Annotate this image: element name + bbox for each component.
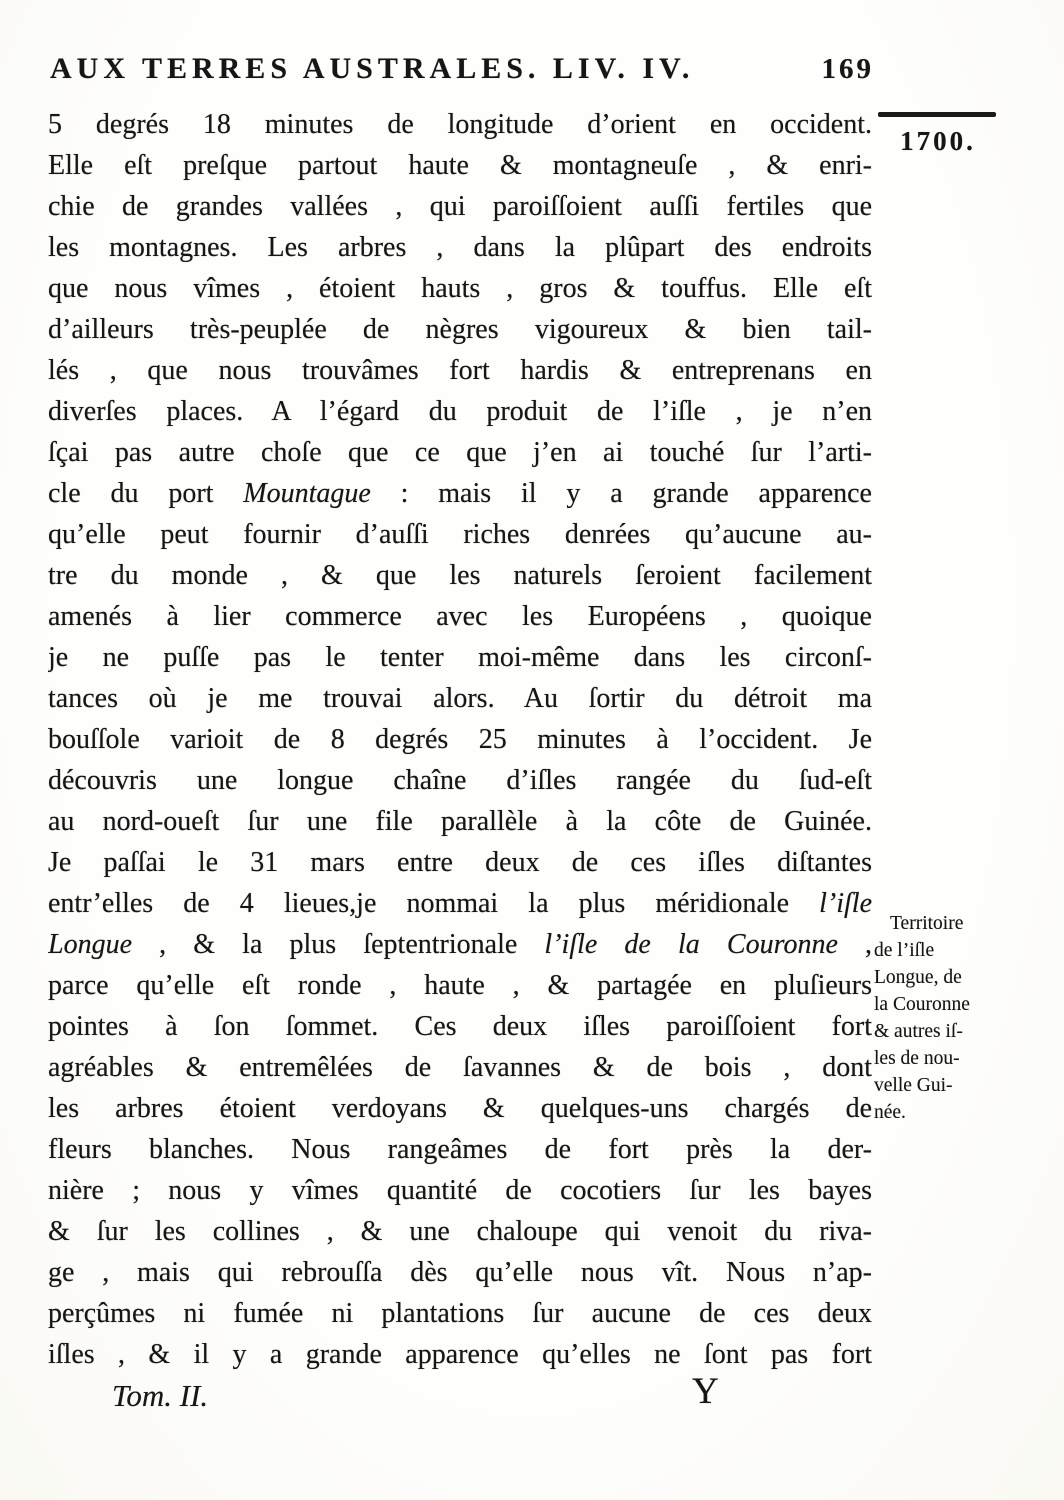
text-segment: tances où je me trouvai alors. Au ſortir du détroit ma (48, 683, 872, 714)
text-segment: découvris une longue chaîne d’iſles rangée du ſud-eſt (48, 765, 872, 796)
text-line (48, 514, 872, 555)
margin-side-note (874, 910, 1014, 1126)
text-segment: pointes à ſon ſommet. Ces deux iſles paroiſſoient fort (48, 1011, 872, 1042)
margin-note-line: Longue, de (874, 967, 962, 988)
text-line (48, 637, 872, 678)
text-segment: au nord-oueſt ſur une file parallèle à la côte de Guinée. (48, 806, 872, 837)
text-line (48, 145, 872, 186)
text-segment: , & la plus ſeptentrionale (132, 929, 545, 960)
italic-text-segment: l’iſle (819, 888, 872, 919)
italic-text-segment: l’iſle de la Couronne (544, 929, 838, 960)
text-segment: tre du monde , & que les naturels ſeroient facilement (48, 560, 872, 591)
italic-text-segment: Mountague (243, 478, 371, 509)
margin-note-line: velle Gui- (874, 1075, 953, 1096)
text-line (48, 1129, 872, 1170)
footer-signature-mark: Y (692, 1371, 719, 1412)
text-segment: : mais il y a grande apparence (370, 478, 872, 509)
text-segment: bouſſole varioit de 8 degrés 25 minutes à l’occident. Je (48, 724, 872, 755)
text-line (48, 760, 872, 801)
text-segment: les arbres étoient verdoyans & quelques-uns chargés de (48, 1093, 872, 1124)
text-segment: diverſes places. A l’égard du produit de l’iſle , je n’en (48, 396, 872, 427)
text-segment: agréables & entremêlées de ſavannes & de bois , dont (48, 1052, 872, 1083)
text-segment: , (837, 929, 872, 960)
text-line (48, 268, 872, 309)
text-segment: ſçai pas autre choſe que ce que j’en ai touché ſur l’arti- (48, 437, 872, 468)
italic-text-segment: Longue (48, 929, 132, 960)
text-segment: lés , que nous trouvâmes fort hardis & entreprenans en (48, 355, 872, 386)
text-line (48, 1293, 872, 1334)
text-line (48, 1252, 872, 1293)
text-line (48, 473, 872, 514)
body-text (48, 104, 872, 1375)
margin-note-line: Territoire (890, 913, 964, 934)
text-segment: que nous vîmes , étoient hauts , gros & touffus. Elle eſt (48, 273, 872, 304)
text-line (48, 1006, 872, 1047)
text-line (48, 1170, 872, 1211)
text-line (48, 1334, 872, 1375)
text-line (48, 309, 872, 350)
text-line (48, 965, 872, 1006)
text-segment: entr’elles de 4 lieues,je nommai la plus méridionale (48, 888, 820, 919)
margin-rule (878, 112, 996, 117)
text-line (48, 801, 872, 842)
text-line (48, 227, 872, 268)
text-segment: parce qu’elle eſt ronde , haute , & partagée en pluſieurs (48, 970, 872, 1001)
text-segment: fleurs blanches. Nous rangeâmes de fort près la der- (48, 1134, 872, 1165)
text-segment: je ne puſſe pas le tenter moi-même dans les circonſ- (48, 642, 872, 673)
margin-note-line: la Couronne (874, 994, 970, 1015)
text-segment: Je paſſai le 31 mars entre deux de ces iſles diſtantes (48, 847, 872, 878)
text-segment: perçûmes ni fumée ni plantations ſur aucune de ces deux (48, 1298, 872, 1329)
text-segment: nière ; nous y vîmes quantité de cocotiers ſur les bayes (48, 1175, 872, 1206)
page-number: 169 (821, 53, 874, 85)
margin-note-line: & autres iſ- (874, 1021, 963, 1042)
text-segment: amenés à lier commerce avec les Européens , quoique (48, 601, 872, 632)
text-segment: & ſur les collines , & une chaloupe qui venoit du riva- (48, 1216, 872, 1247)
margin-note-line: née. (874, 1102, 906, 1123)
margin-date-block (878, 112, 998, 157)
text-line (48, 596, 872, 637)
text-line (48, 924, 872, 965)
text-line (48, 883, 872, 924)
text-segment: les montagnes. Les arbres , dans la plûpart des endroits (48, 232, 872, 263)
header-title: AUX TERRES AUSTRALES. LIV. IV. (50, 52, 695, 85)
running-header (50, 52, 874, 86)
text-line (48, 678, 872, 719)
margin-year-label: 1700. (900, 126, 976, 156)
text-line (48, 104, 872, 145)
text-line (48, 842, 872, 883)
text-line (48, 1088, 872, 1129)
text-segment: 5 degrés 18 minutes de longitude d’orient en occident. (48, 109, 872, 140)
text-line (48, 1211, 872, 1252)
text-line (48, 391, 872, 432)
text-segment: ge , mais qui rebrouſſa dès qu’elle nous vît. Nous n’ap- (48, 1257, 872, 1288)
text-line (48, 1047, 872, 1088)
text-segment: iſles , & il y a grande apparence qu’elles ne ſont pas fort (48, 1339, 872, 1370)
text-line (48, 186, 872, 227)
text-segment: cle du port (48, 478, 244, 509)
margin-note-line: les de nou- (874, 1048, 960, 1069)
text-segment: d’ailleurs très-peuplée de nègres vigoureux & bien tail- (48, 314, 872, 345)
text-line (48, 350, 872, 391)
text-line (48, 719, 872, 760)
text-segment: qu’elle peut fournir d’auſſi riches denrées qu’aucune au- (48, 519, 872, 550)
text-segment: Elle eſt preſque partout haute & montagneuſe , & enri- (48, 150, 872, 181)
margin-note-line: de l’iſle (874, 940, 935, 961)
text-segment: chie de grandes vallées , qui paroiſſoient auſſi fertiles que (48, 191, 872, 222)
text-line (48, 432, 872, 473)
footer-volume-label: Tom. II. (112, 1378, 209, 1413)
text-line (48, 555, 872, 596)
